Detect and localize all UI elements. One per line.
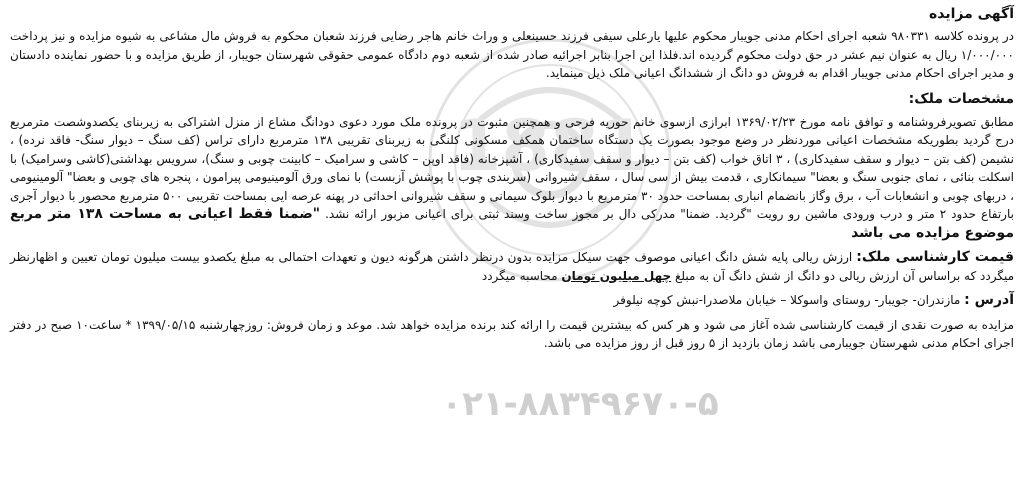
intro-paragraph: در پرونده کلاسه ۹۸۰۳۳۱ شعبه اجرای احکام مدنی جویبار محکوم علیها یارعلی سیفی فرزند حسینعلی و وراث خانم هاجر رضایی فرزند شعبان محکوم به فروش مال مشاعی به شیوه مزایده و نیز پرداخت ۱/۰۰۰/۰۰۰ ریال به عنوان نیم عشر در حق دولت محکوم گردیده اند.فلذا این اجرا بنابر اجرائیه صادر شده از شعبه دوم دادگاه عمومی حقوقی شهرستان جویبار، از طریق مزایده و با حضور نماینده دادستان و مدیر اجرای احکام مدنی جویبار اقدام به فروش دو دانگ از ششدانگ اعیانی ملک ذیل مینماید. bbox=[10, 29, 1015, 80]
property-specs-heading: مشخصات ملک: bbox=[908, 90, 1014, 107]
property-specs-paragraph bbox=[10, 113, 1014, 243]
property-specs-text: مطابق تصویرفروشنامه و توافق نامه مورخ ۱۳۶۹/۰۲/۲۳ ابرازی ازسوی خانم حوریه فرحی و همچنین مثبوت در پرونده ملک مورد دعوی دودانگ مشاع از منزل اشتراکی به زیربنای یکصدوشصت مترمربع درج گردید بطوریکه مشخصات اعیانی موردنظر در وضع موجود بصورت یک دستگاه ساختمان همکف مسکونی کلنگی به زیربنای تقریبی ۱۳۸ مترمربع دارای تراس (کف سنگ – دیوار سنگ- فاقد نرده) ، نشیمن (کف بتن – دیوار و سقف سفیدکاری) ، ۳ اتاق خواب (کف بتن – دیوار و سقف سفیدکاری) ، آشپزخانه (فاقد اوپن – کاشی و سرامیک – کابینت چوبی و سنگ)، سرویس بهداشتی(کاشی وسرامیک) با اسکلت بنائی ، نمای جنوبی سنگ و بعضا" سیمانکاری ، قدمت بیش از سی سال ، سقف شیروانی (سربندی چوب با پوشش آزبست) با نمای ورق آلومینیومی پیرامون ، پنجره های چوبی و بعضا" آلومینیومی ، دربهای چوبی و انشعابات آب ، برق وگاز بانضمام انباری بمساحت حدود ۳۰ مترمربع با دیوار بلوک سیمانی و سقف شیروانی احداثی در پهنه عرصه ایی بمساحت تقریبی ۵۰۰ مترمربع محصور با دیوار آجری بارتفاع حدود ۲ متر و درب ورودی ماشین رو رویت "گردید. ضمنا" مدرکی دال بر مجوز ساخت وسند ثبتی برای اعیانی مزبور ارائه نشد. bbox=[10, 114, 1014, 221]
address-line bbox=[10, 291, 1014, 310]
notice-title: آگهی مزایده bbox=[928, 6, 1014, 22]
appraisal-label: قیمت کارشناسی ملک: bbox=[856, 249, 1014, 265]
auction-terms-paragraph: مزایده به صورت نقدی از قیمت کارشناسی شده آغاز می شود و هر کس که بیشترین قیمت را ارائه کند برنده مزایده خواهد شد. موعد و زمان فروش: روزچهارشنبه ۱۳۹۹/۰۵/۱۵ * ساعت۱۰ صبح در دفتر اجرای احکام مدنی شهرستان جویبارمی باشد زمان بازدید از ۵ روز قبل از روز مزایده می باشد. bbox=[10, 317, 1014, 350]
appraisal-text-1: ارزش ریالی پایه شش دانگ اعیانی موصوف جهت سیکل مزایده بدون درنظر داشتن هرگونه دیون و تعهدات احتمالی به مبلغ یکصدو بیست میلیون تومان تعیین و اظهارنظر میگردد که براساس آن ارزش ریالی دو دانگ از شش دانگ آن به مبلغ bbox=[10, 250, 1014, 283]
watermark-number: 1881 bbox=[452, 105, 648, 187]
appraisal-paragraph bbox=[10, 248, 1014, 285]
auction-notice bbox=[10, 4, 1014, 353]
appraisal-text-2: محاسبه میگردد bbox=[481, 268, 558, 283]
appraisal-amount: چهل میلیون تومان bbox=[561, 268, 672, 283]
property-specs-bold-note: "ضمنا فقط اعیانی به مساحت ۱۳۸ متر مربع موضوع مزایده می باشد bbox=[10, 206, 1014, 241]
watermark-phone: ۰۲۱-۸۸۳۴۹۶۷۰-۵ bbox=[441, 384, 719, 424]
address-text: مازندران- جویبار- روستای واسوکلا – خیابان ملاصدرا-نبش کوچه نیلوفر bbox=[613, 293, 961, 307]
address-label: آدرس : bbox=[964, 292, 1014, 308]
